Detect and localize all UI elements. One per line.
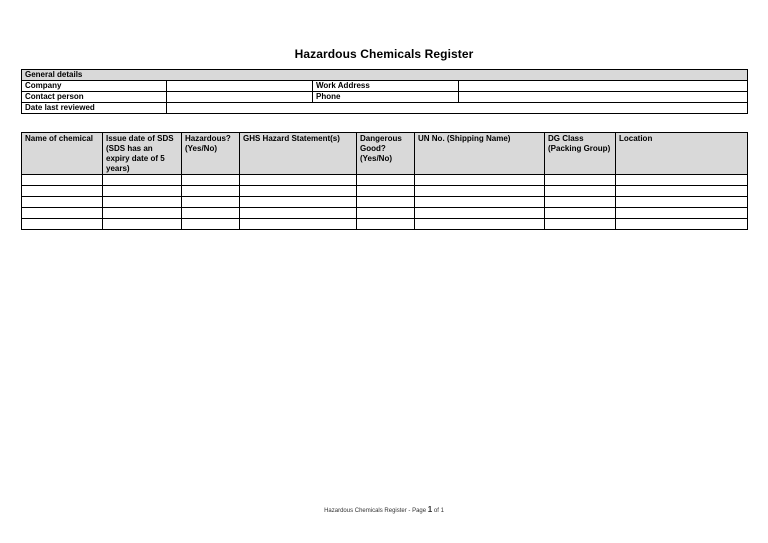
table-cell[interactable] [357, 175, 415, 186]
reviewed-row [22, 103, 748, 114]
table-cell[interactable] [357, 186, 415, 197]
table-cell[interactable] [415, 186, 545, 197]
register-body [22, 175, 748, 230]
column-header-hazardous: Hazardous? (Yes/No) [182, 133, 240, 175]
company-label: Company [22, 81, 167, 92]
table-row [22, 219, 748, 230]
document-title: Hazardous Chemicals Register [294, 47, 474, 61]
column-header-dg-class: DG Class (Packing Group) [545, 133, 616, 175]
table-cell[interactable] [22, 175, 103, 186]
contact-person-label: Contact person [22, 92, 167, 103]
column-header-un-number: UN No. (Shipping Name) [415, 133, 545, 175]
table-cell[interactable] [415, 175, 545, 186]
table-cell[interactable] [103, 186, 182, 197]
table-cell[interactable] [22, 186, 103, 197]
work-address-label: Work Address [313, 81, 459, 92]
table-cell[interactable] [616, 186, 748, 197]
phone-field[interactable] [459, 92, 748, 103]
general-details-table [21, 69, 748, 114]
table-cell[interactable] [22, 208, 103, 219]
column-header-name: Name of chemical [22, 133, 103, 175]
table-cell[interactable] [240, 186, 357, 197]
column-header-sds-issue-date: Issue date of SDS (SDS has an expiry date of 5 years) [103, 133, 182, 175]
table-cell[interactable] [545, 208, 616, 219]
table-row [22, 175, 748, 186]
table-cell[interactable] [545, 186, 616, 197]
table-cell[interactable] [182, 219, 240, 230]
column-header-dangerous-good: Dangerous Good? (Yes/No) [357, 133, 415, 175]
table-cell[interactable] [616, 219, 748, 230]
page-footer [0, 505, 768, 514]
table-cell[interactable] [240, 208, 357, 219]
table-cell[interactable] [357, 219, 415, 230]
table-cell[interactable] [22, 219, 103, 230]
footer-page-total: of 1 [433, 508, 444, 514]
table-cell[interactable] [545, 219, 616, 230]
table-cell[interactable] [545, 197, 616, 208]
register-header-row [22, 133, 748, 175]
table-cell[interactable] [545, 175, 616, 186]
table-cell[interactable] [616, 197, 748, 208]
table-row [22, 186, 748, 197]
table-cell[interactable] [240, 197, 357, 208]
table-cell[interactable] [616, 175, 748, 186]
footer-text: Hazardous Chemicals Register - Page [324, 508, 427, 514]
general-details-label: General details [22, 70, 748, 81]
column-header-location: Location [616, 133, 748, 175]
table-cell[interactable] [182, 197, 240, 208]
table-cell[interactable] [415, 208, 545, 219]
table-cell[interactable] [22, 197, 103, 208]
company-row [22, 81, 748, 92]
phone-label: Phone [313, 92, 459, 103]
table-cell[interactable] [103, 208, 182, 219]
table-row [22, 197, 748, 208]
column-header-ghs-statements: GHS Hazard Statement(s) [240, 133, 357, 175]
table-cell[interactable] [240, 175, 357, 186]
table-row [22, 208, 748, 219]
contact-person-field[interactable] [167, 92, 313, 103]
chemicals-register-table [21, 132, 748, 230]
table-cell[interactable] [103, 175, 182, 186]
table-cell[interactable] [182, 208, 240, 219]
table-cell[interactable] [616, 208, 748, 219]
table-cell[interactable] [415, 219, 545, 230]
company-field[interactable] [167, 81, 313, 92]
table-cell[interactable] [240, 219, 357, 230]
footer-page-number: 1 [427, 505, 433, 514]
table-cell[interactable] [415, 197, 545, 208]
date-last-reviewed-label: Date last reviewed [22, 103, 167, 114]
table-cell[interactable] [103, 197, 182, 208]
table-cell[interactable] [357, 197, 415, 208]
work-address-field[interactable] [459, 81, 748, 92]
contact-row [22, 92, 748, 103]
table-cell[interactable] [182, 175, 240, 186]
table-cell[interactable] [182, 186, 240, 197]
table-cell[interactable] [103, 219, 182, 230]
date-last-reviewed-field[interactable] [167, 103, 748, 114]
table-cell[interactable] [357, 208, 415, 219]
general-details-header-row [22, 70, 748, 81]
